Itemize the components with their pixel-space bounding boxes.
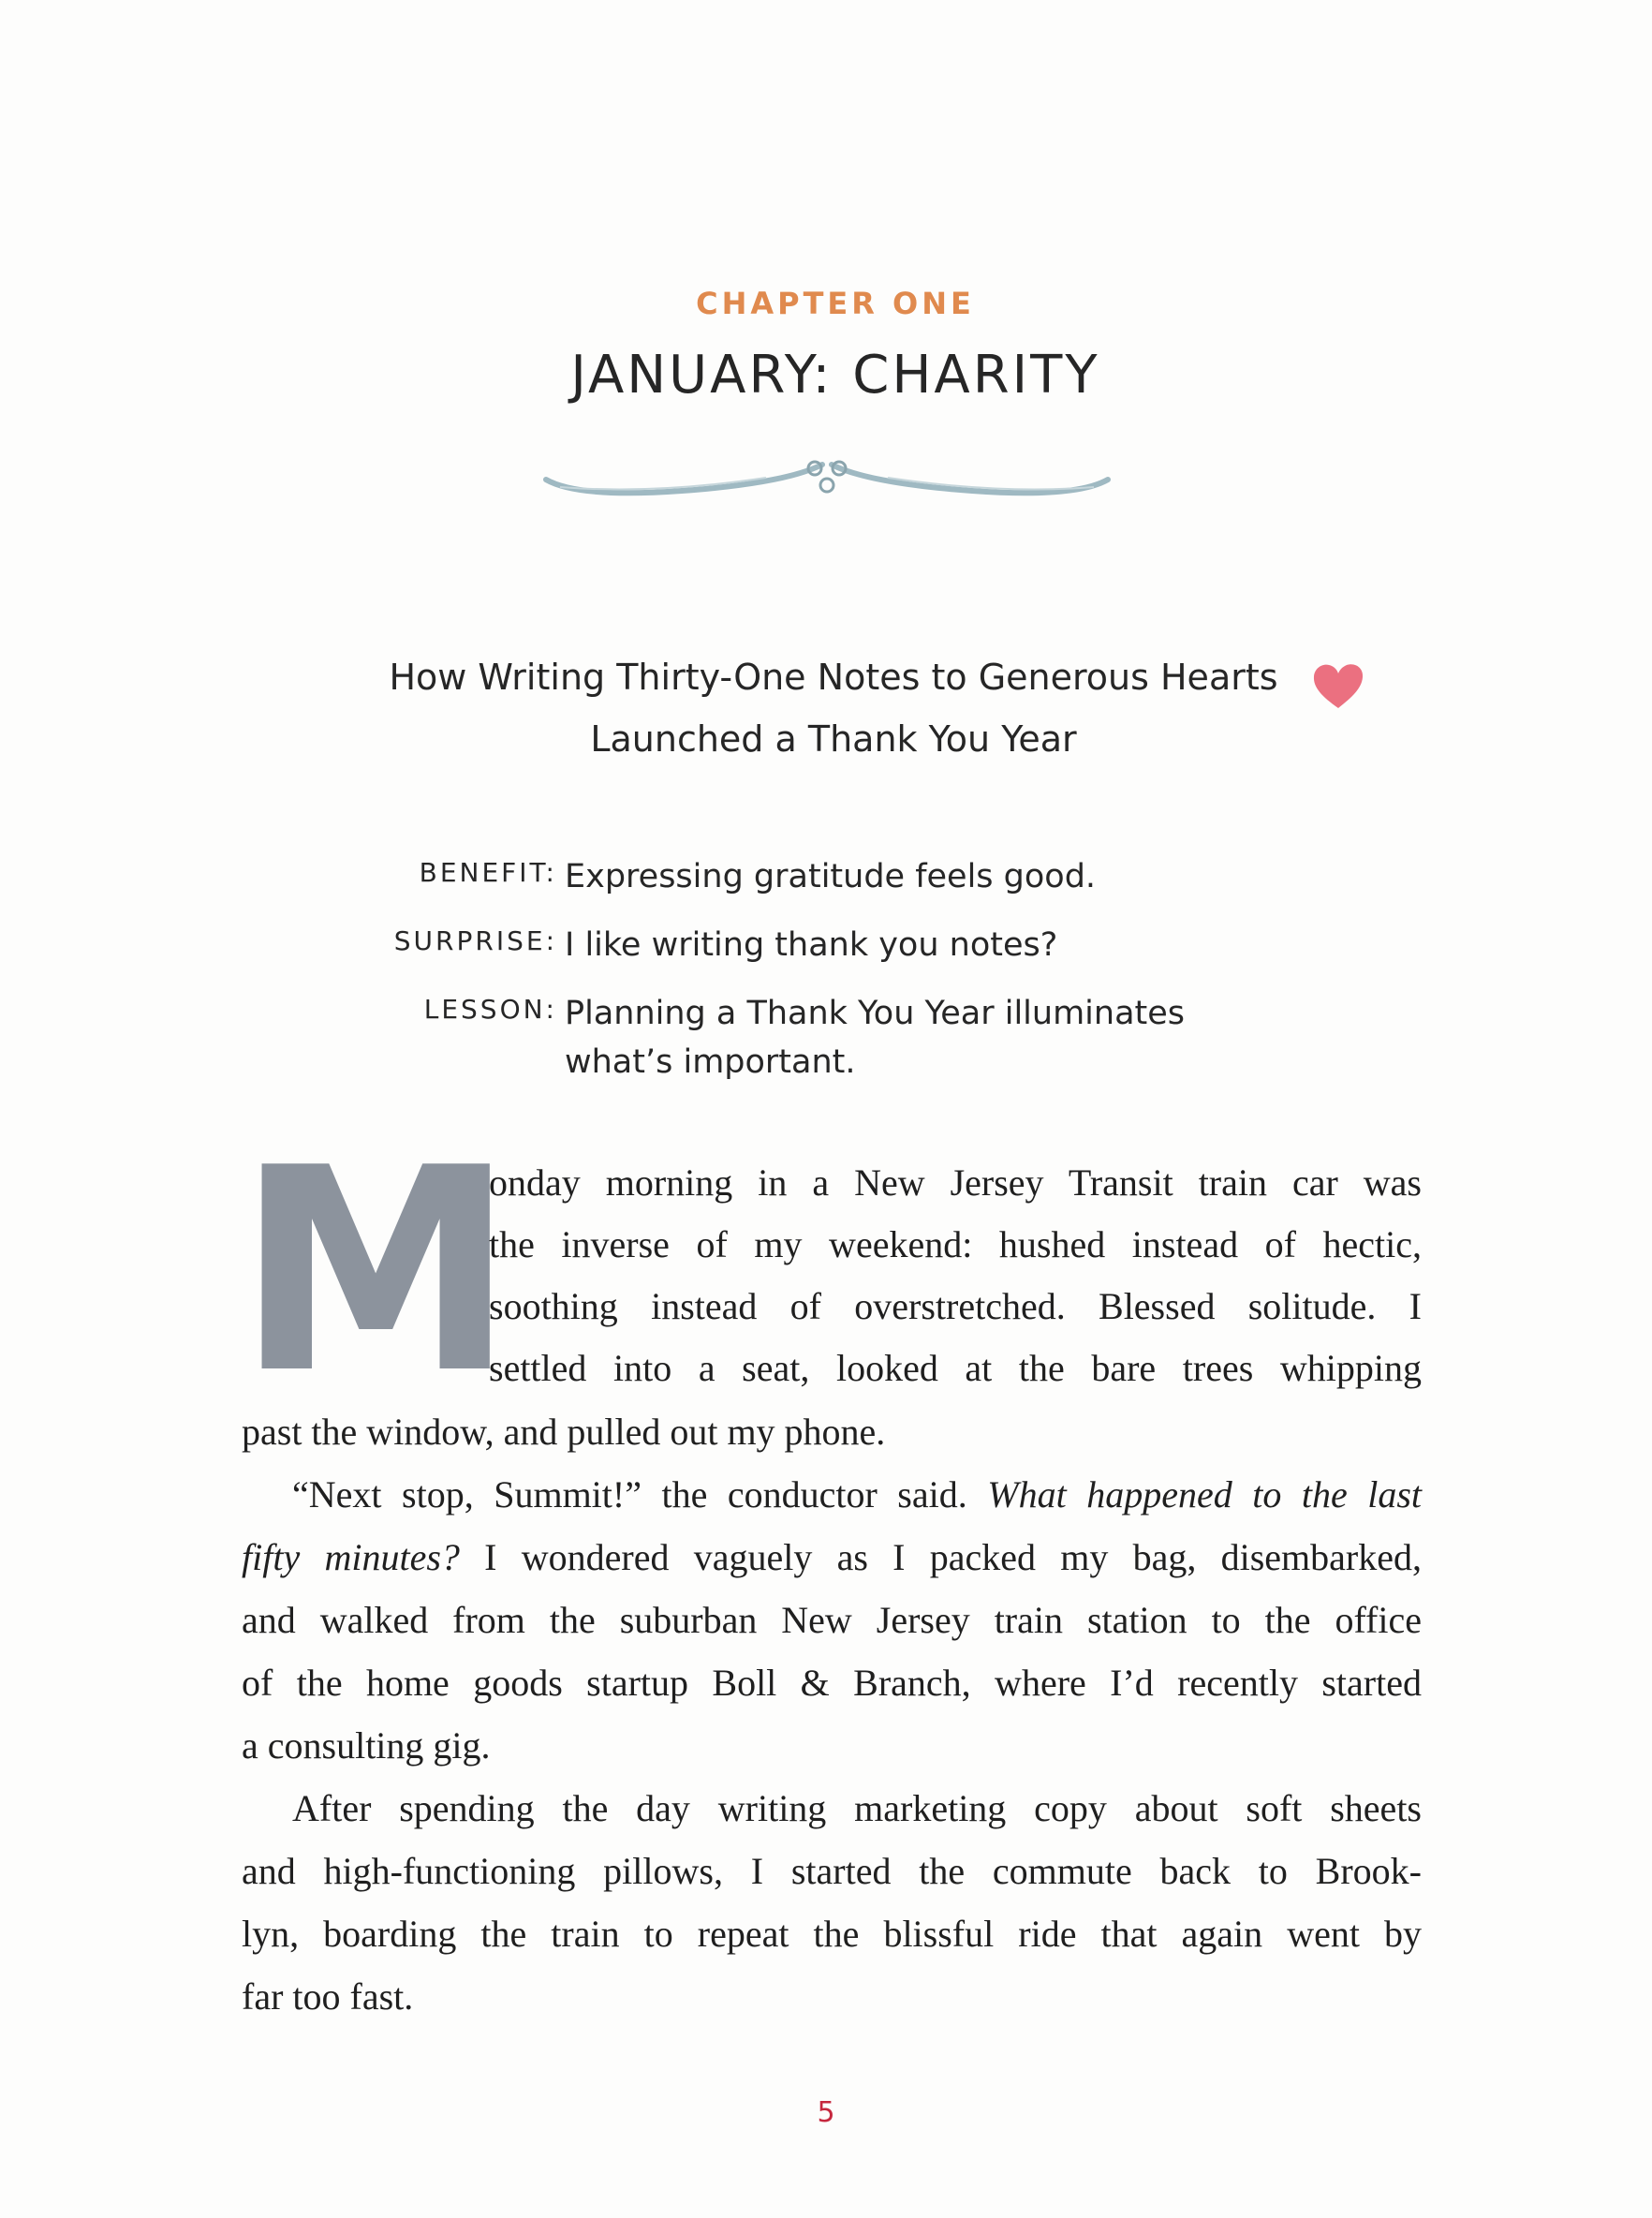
body-text: “Next stop, Summit!” the conductor said.	[292, 1473, 988, 1516]
body-italic-text: What happened to the last	[987, 1473, 1422, 1516]
summary-benefit	[356, 852, 1199, 901]
summary-key: BENEFIT:	[419, 857, 557, 888]
subtitle-line-2: Launched a Thank You Year	[590, 718, 1077, 760]
summary-value	[557, 989, 1185, 1087]
body-line: the inverse of my weekend: hushed instead of hectic,	[489, 1223, 1422, 1265]
body-line: and high-functioning pillows, I started the commute back to Brook-	[242, 1850, 1422, 1892]
summary-value: I like writing thank you notes?	[565, 926, 1058, 964]
body-line: and walked from the suburban New Jersey train station to the office	[242, 1599, 1422, 1641]
summary-surprise	[356, 921, 1199, 969]
body-italic-text: fifty minutes?	[242, 1536, 460, 1578]
page-number: 5	[817, 2096, 835, 2129]
body-line: far too fast.	[242, 1975, 414, 2018]
summary-value: Expressing gratitude feels good.	[565, 858, 1097, 895]
body-line: lyn, boarding the train to repeat the blissful ride that again went by	[242, 1913, 1422, 1955]
summary-value-line-2: what’s important.	[565, 1043, 856, 1081]
body-text: I wondered vaguely as I packed my bag, disembarked,	[459, 1536, 1422, 1578]
subtitle-line-1: How Writing Thirty-One Notes to Generous Hearts	[389, 657, 1278, 698]
body-line: onday morning in a New Jersey Transit train car was	[489, 1161, 1422, 1204]
body-line: soothing instead of overstretched. Blessed solitude. I	[489, 1285, 1422, 1327]
summary-lesson	[356, 989, 1199, 1087]
flourish-divider-icon	[541, 440, 1113, 515]
body-line	[242, 1527, 1422, 1589]
chapter-label: CHAPTER ONE	[696, 286, 975, 321]
body-line: past the window, and pulled out my phone.	[242, 1411, 886, 1453]
chapter-subtitle	[356, 646, 1311, 770]
heart-icon	[1311, 661, 1365, 712]
body-line: a consulting gig.	[242, 1724, 491, 1767]
drop-cap: M	[236, 1108, 510, 1435]
body-line	[292, 1464, 1422, 1526]
summary-key: LESSON:	[423, 994, 557, 1025]
chapter-title: JANUARY: CHARITY	[570, 345, 1100, 406]
summary-value-line-1: Planning a Thank You Year illuminates	[565, 995, 1186, 1032]
body-line: of the home goods startup Boll & Branch, where I’d recently started	[242, 1662, 1422, 1704]
body-line: settled into a seat, looked at the bare trees whipping	[489, 1347, 1422, 1389]
body-line: After spending the day writing marketing copy about soft sheets	[292, 1787, 1422, 1829]
summary-key: SURPRISE:	[393, 925, 557, 956]
